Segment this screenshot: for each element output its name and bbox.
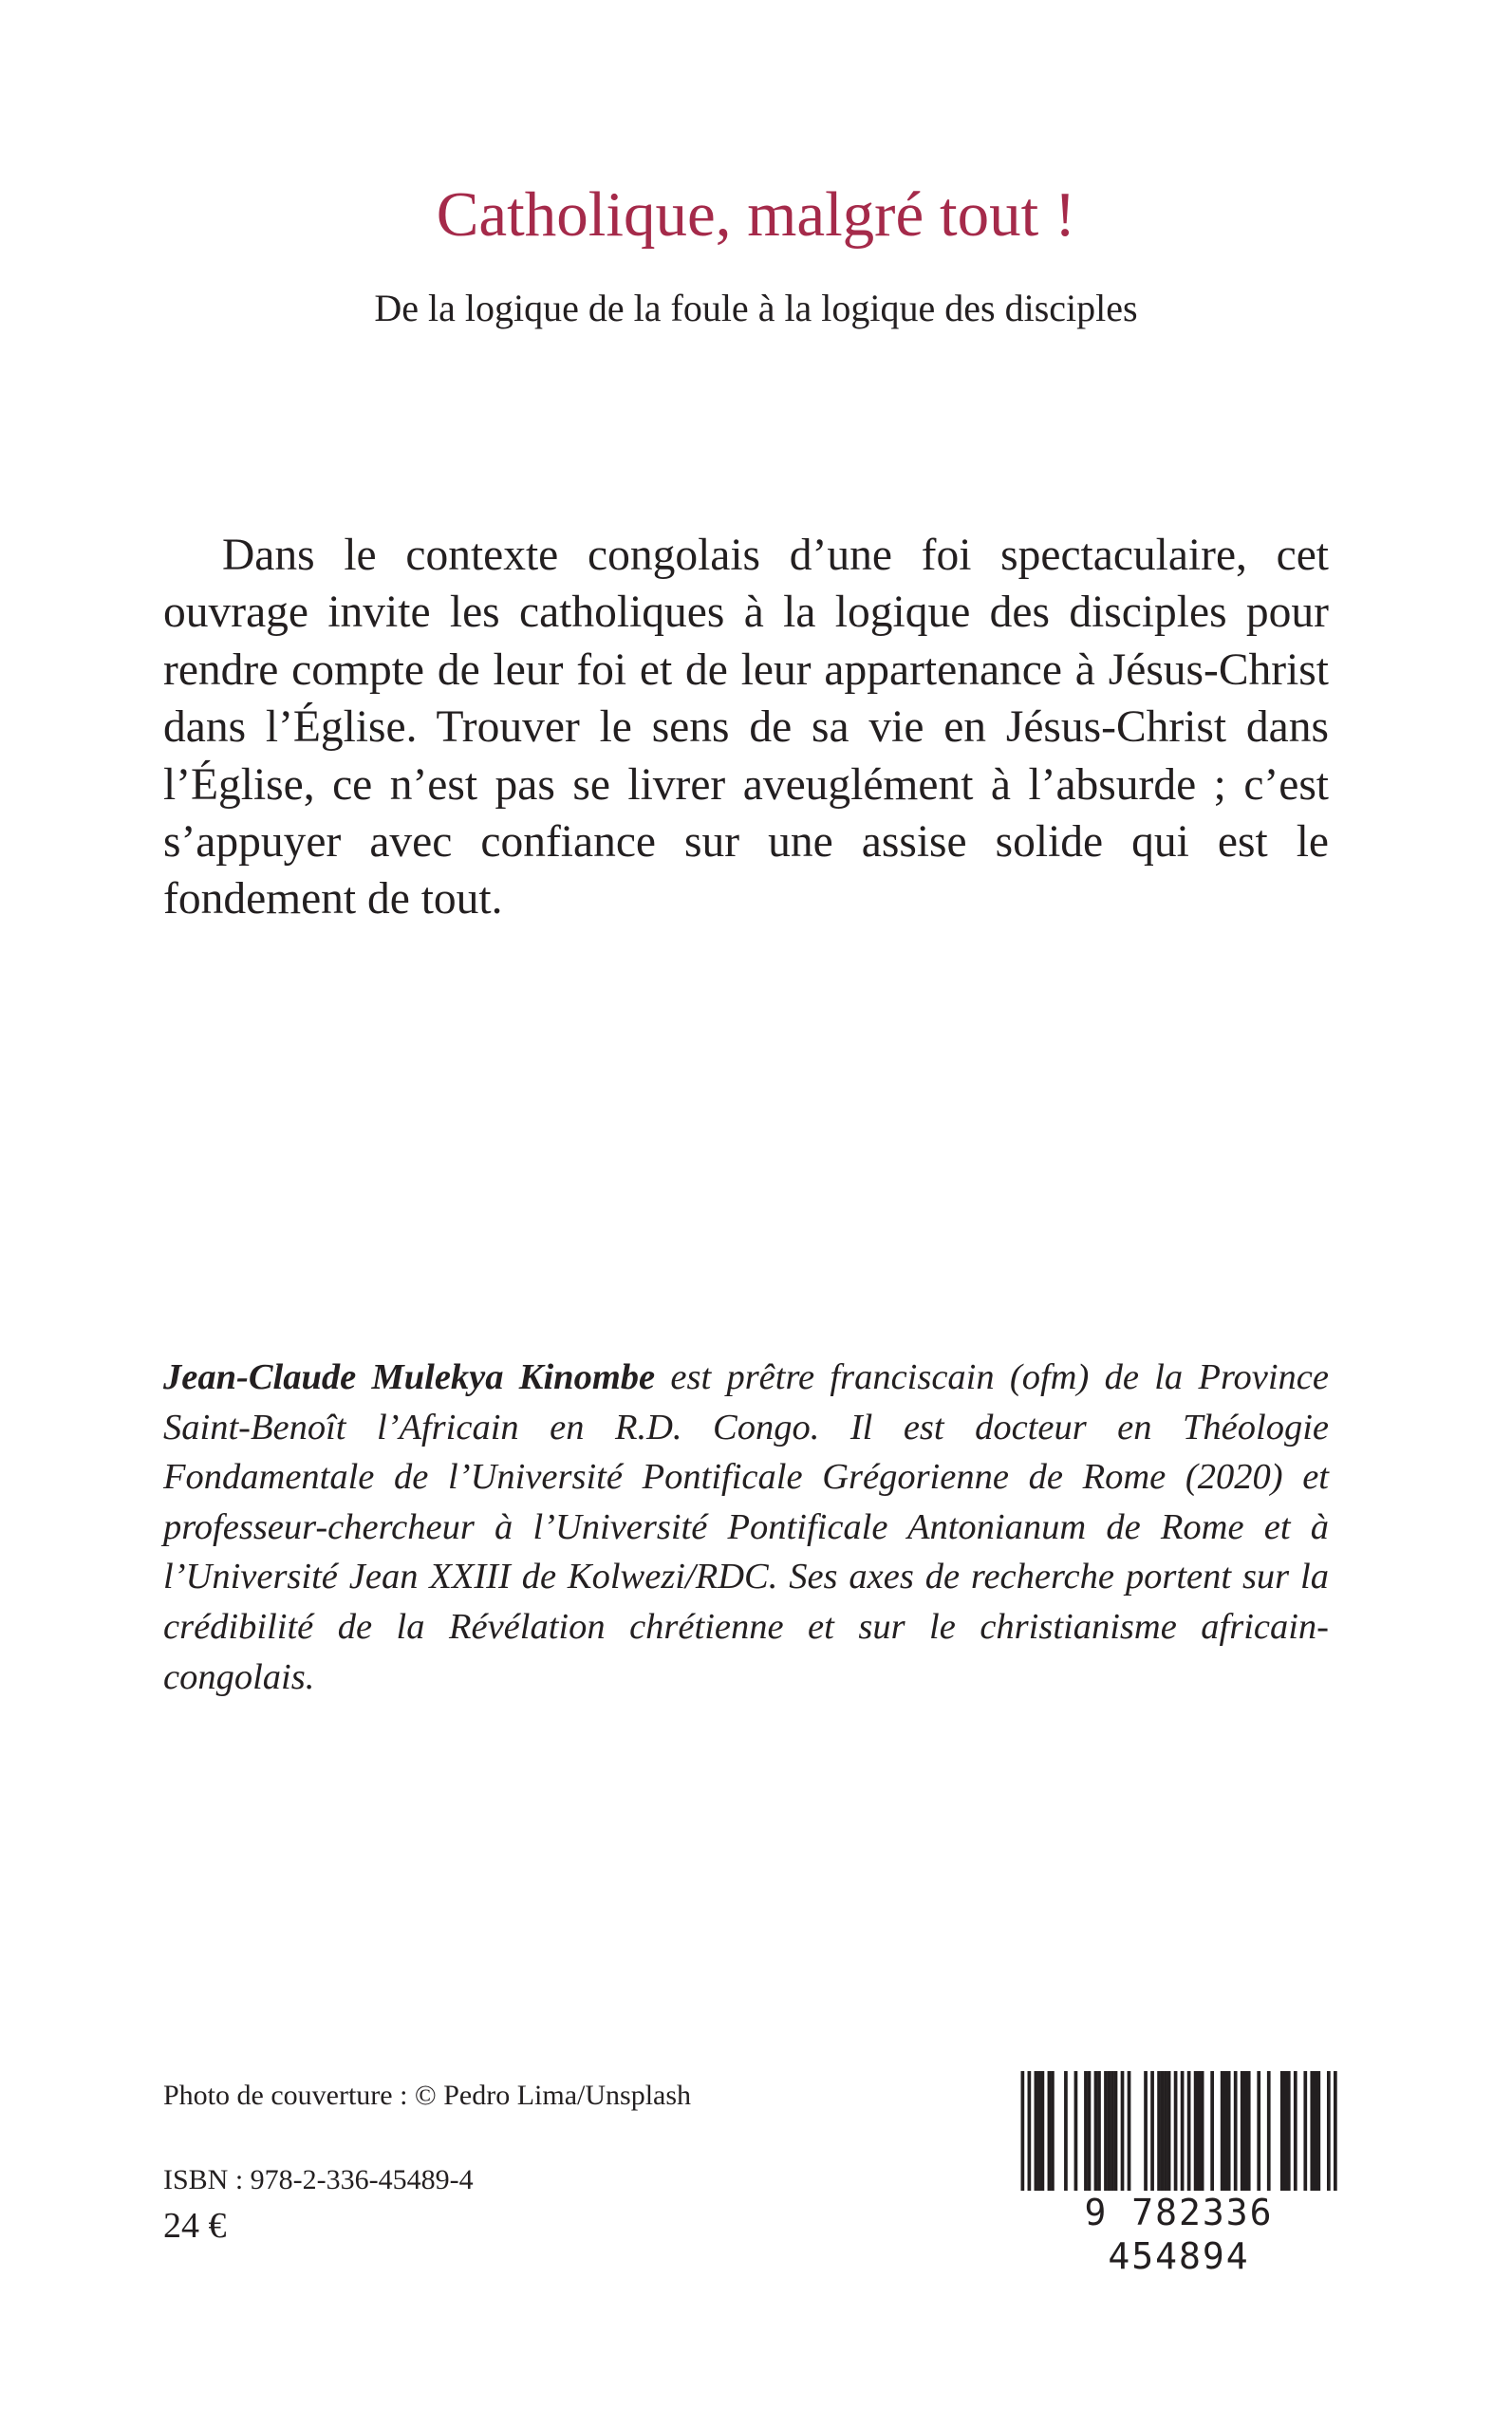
barcode-bar [1114,2071,1118,2191]
barcode-bar [1257,2071,1260,2191]
barcode-bar [1287,2071,1291,2191]
barcode-bar [1097,2071,1101,2191]
barcode-bar [1334,2071,1337,2191]
barcode-bar [1210,2071,1214,2191]
barcode-bar [1084,2071,1088,2191]
barcode-bar [1104,2071,1108,2191]
barcode-bar [1280,2071,1284,2191]
book-title: Catholique, malgré tout ! [436,179,1076,250]
barcode-bar [1194,2071,1198,2191]
barcode-bar [1041,2071,1045,2191]
author-name: Jean-Claude Mulekya Kinombe [163,1357,656,1397]
barcode-bar [1111,2071,1114,2191]
barcode-digits: 9 782336 454894 [1084,2192,1274,2277]
isbn: ISBN : 978-2-336-45489-4 [163,2164,474,2195]
barcode-bars [1017,2071,1340,2194]
barcode-bar [1128,2071,1131,2191]
barcode-bar [1241,2071,1244,2191]
barcode-bar [1167,2071,1171,2191]
barcode-bar [1074,2071,1078,2191]
barcode-bar [1283,2071,1287,2191]
barcode-bar [1157,2071,1161,2191]
barcode-bar [1021,2071,1025,2191]
barcode-bar [1094,2071,1098,2191]
barcode-bar [1316,2071,1320,2191]
barcode-bar [1221,2071,1224,2191]
barcode-bar [1243,2071,1247,2191]
barcode-bar [1164,2071,1167,2191]
barcode-bar [1181,2071,1185,2191]
barcode-bar [1310,2071,1314,2191]
barcode-bar [1121,2071,1125,2191]
author-bio [163,1353,1329,1702]
barcode-bar [1197,2071,1201,2191]
barcode-bar [1108,2071,1111,2191]
barcode-bar [1327,2071,1331,2191]
barcode-bar [1035,2071,1038,2191]
barcode-bar [1247,2071,1251,2191]
barcode-bar [1234,2071,1238,2191]
barcode-bar [1223,2071,1227,2191]
barcode [1017,2071,1340,2277]
barcode-bar [1088,2071,1092,2191]
barcode-bar [1037,2071,1041,2191]
barcode-bar [1051,2071,1055,2191]
photo-credit: Photo de couverture : © Pedro Lima/Unsplash [163,2080,692,2111]
barcode-bar [1294,2071,1297,2191]
barcode-bar [1187,2071,1191,2191]
barcode-bar [1028,2071,1032,2191]
book-subtitle: De la logique de la foule à la logique des disciples [374,287,1138,329]
barcode-bar [1174,2071,1178,2191]
barcode-bar [1144,2071,1148,2191]
barcode-bar [1048,2071,1052,2191]
barcode-bar [1150,2071,1154,2191]
price: 24 € [163,2206,227,2246]
barcode-bar [1303,2071,1307,2191]
barcode-bar [1314,2071,1317,2191]
barcode-bar [1227,2071,1231,2191]
barcode-bar [1064,2071,1068,2191]
book-blurb: Dans le contexte congolais d’une foi spectaculaire, cet ouvrage invite les catholiques à la logique des disciples pour rendre compte de leur foi et de leur appartenance à Jésus-Christ dans l’Église. Trouver le sens de sa vie en Jésus-Christ dans l’Église, ce n’est pas se livrer aveuglément à l’absurde ; c’est s’appuyer avec confiance sur une assise solide qui est le fondement de tout. [163,531,1329,924]
barcode-bar [1161,2071,1165,2191]
barcode-bar [1267,2071,1271,2191]
author-bio-text: est prêtre franciscain (ofm) de la Province Saint-Benoît l’Africain en R.D. Congo. Il est docteur en Théologie Fondamentale de l’Université Pontificale Grégorienne de Rome (2020) et professeur-chercheur à l’Université Pontificale Antonianum de Rome et à l’Université Jean XXIII de Kolwezi/RDC. Ses axes de recherche portent sur la crédibilité de la Révélation chrétienne et sur le christianisme africain-congolais. [163,1357,1329,1697]
barcode-bar [1201,2071,1204,2191]
